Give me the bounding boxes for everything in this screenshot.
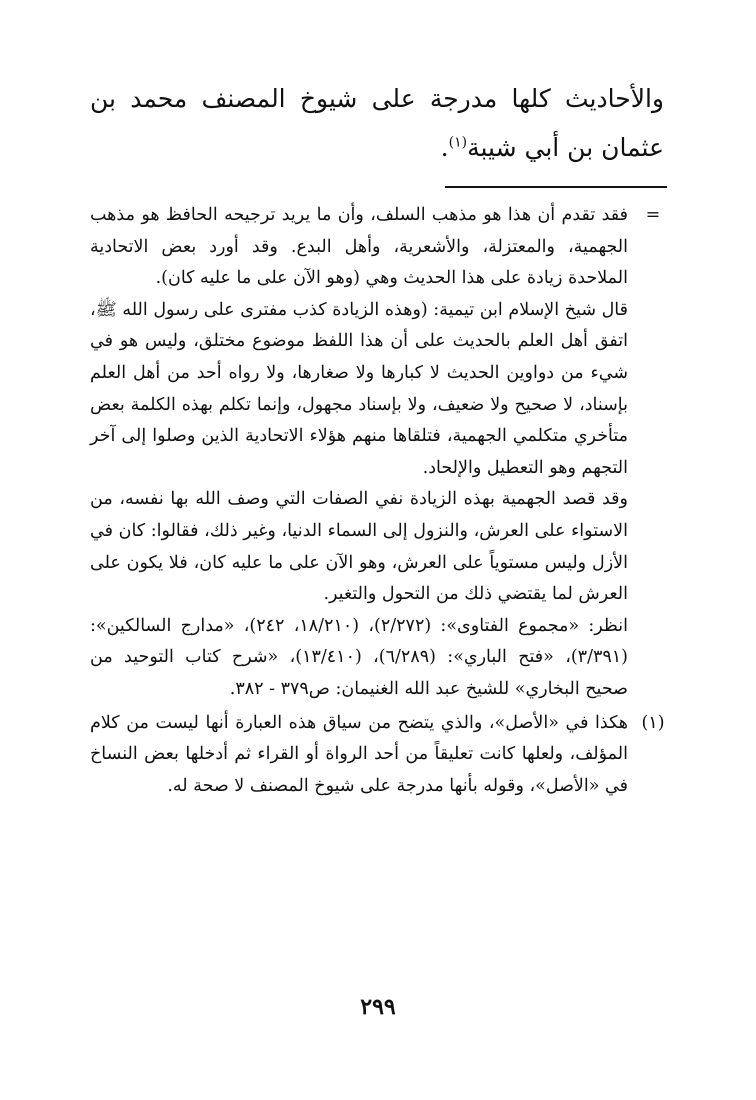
main-text-body: والأحاديث كلها مدرجة على شيوخ المصنف محمد بن عثمان بن أبي شيبة (90, 84, 664, 162)
footnote-references-paragraph: انظر: «مجموع الفتاوى»: (٢/٢٧٢)، (١٨/٢١٠، ٢٤٢)، «مدارج السالكين»: (٣/٣٩١)، «فتح الباري»: (٦/٢٨٩)، (١٣/٤١٠)، «شرح كتاب التوحيد من صحيح البخاري» للشيخ عبد الله الغنيمان: ص٣٧٩ - ٣٨٢. (90, 615, 628, 699)
footnote-paragraph: وقد قصد الجهمية بهذه الزيادة نفي الصفات التي وصف الله بها نفسه، من الاستواء على العرش، والنزول إلى السماء الدنيا، وغير ذلك، فقالوا: كان في الأزل وليس مستوياً على العرش، وهو الآن على ما عليه كان، فلا يكون على العرش لما يقتضي ذلك من التحول والتغير. (90, 489, 628, 605)
main-text (90, 74, 664, 172)
continuation-marker: = (645, 205, 661, 225)
footnotes-area (90, 200, 670, 802)
footnote-separator-line (445, 186, 667, 188)
footnote-reference: (١) (448, 134, 468, 151)
main-text-end: . (440, 133, 449, 162)
page-number: ٢٩٩ (360, 994, 396, 1020)
footnote-paragraph: قال شيخ الإسلام ابن تيمية: (وهذه الزيادة كذب مفترى على رسول الله ﷺ، اتفق أهل العلم بالحديث على أن هذا اللفظ موضوع مختلق، وليس هو في شيء من دواوين الحديث لا كبارها ولا صغارها، ولا رواه أحد من أهل العلم بإسناد، لا صحيح ولا ضعيف، ولا بإسناد مجهول، وإنما تكلم بهذه الكلمة بعض متأخري متكلمي الجهمية، فتلقاها منهم هؤلاء الاتحادية الذين وصلوا إلى آخر التجهم وهو التعطيل والإلحاد. (90, 299, 628, 478)
footnote-1-text: هكذا في «الأصل»، والذي يتضح من سياق هذه العبارة أنها ليست من كلام المؤلف، ولعلها كانت تعليقاً من أحد الرواة أو القراء ثم أدخلها بعض النساخ في «الأصل»، وقوله بأنها مدرجة على شيوخ المصنف لا صحة له. (90, 712, 628, 796)
footnote-continued (90, 200, 670, 706)
footnote-paragraph: فقد تقدم أن هذا هو مذهب السلف، وأن ما يريد ترجيحه الحافظ هو مذهب الجهمية، والمعتزلة، والأشعرية، وأهل البدع. وقد أورد بعض الاتحادية الملاحدة زيادة على هذا الحديث وهي (وهو الآن على ما عليه كان). (90, 205, 628, 289)
footnote-1-marker: (١) (641, 712, 665, 733)
footnote-1 (90, 708, 670, 803)
